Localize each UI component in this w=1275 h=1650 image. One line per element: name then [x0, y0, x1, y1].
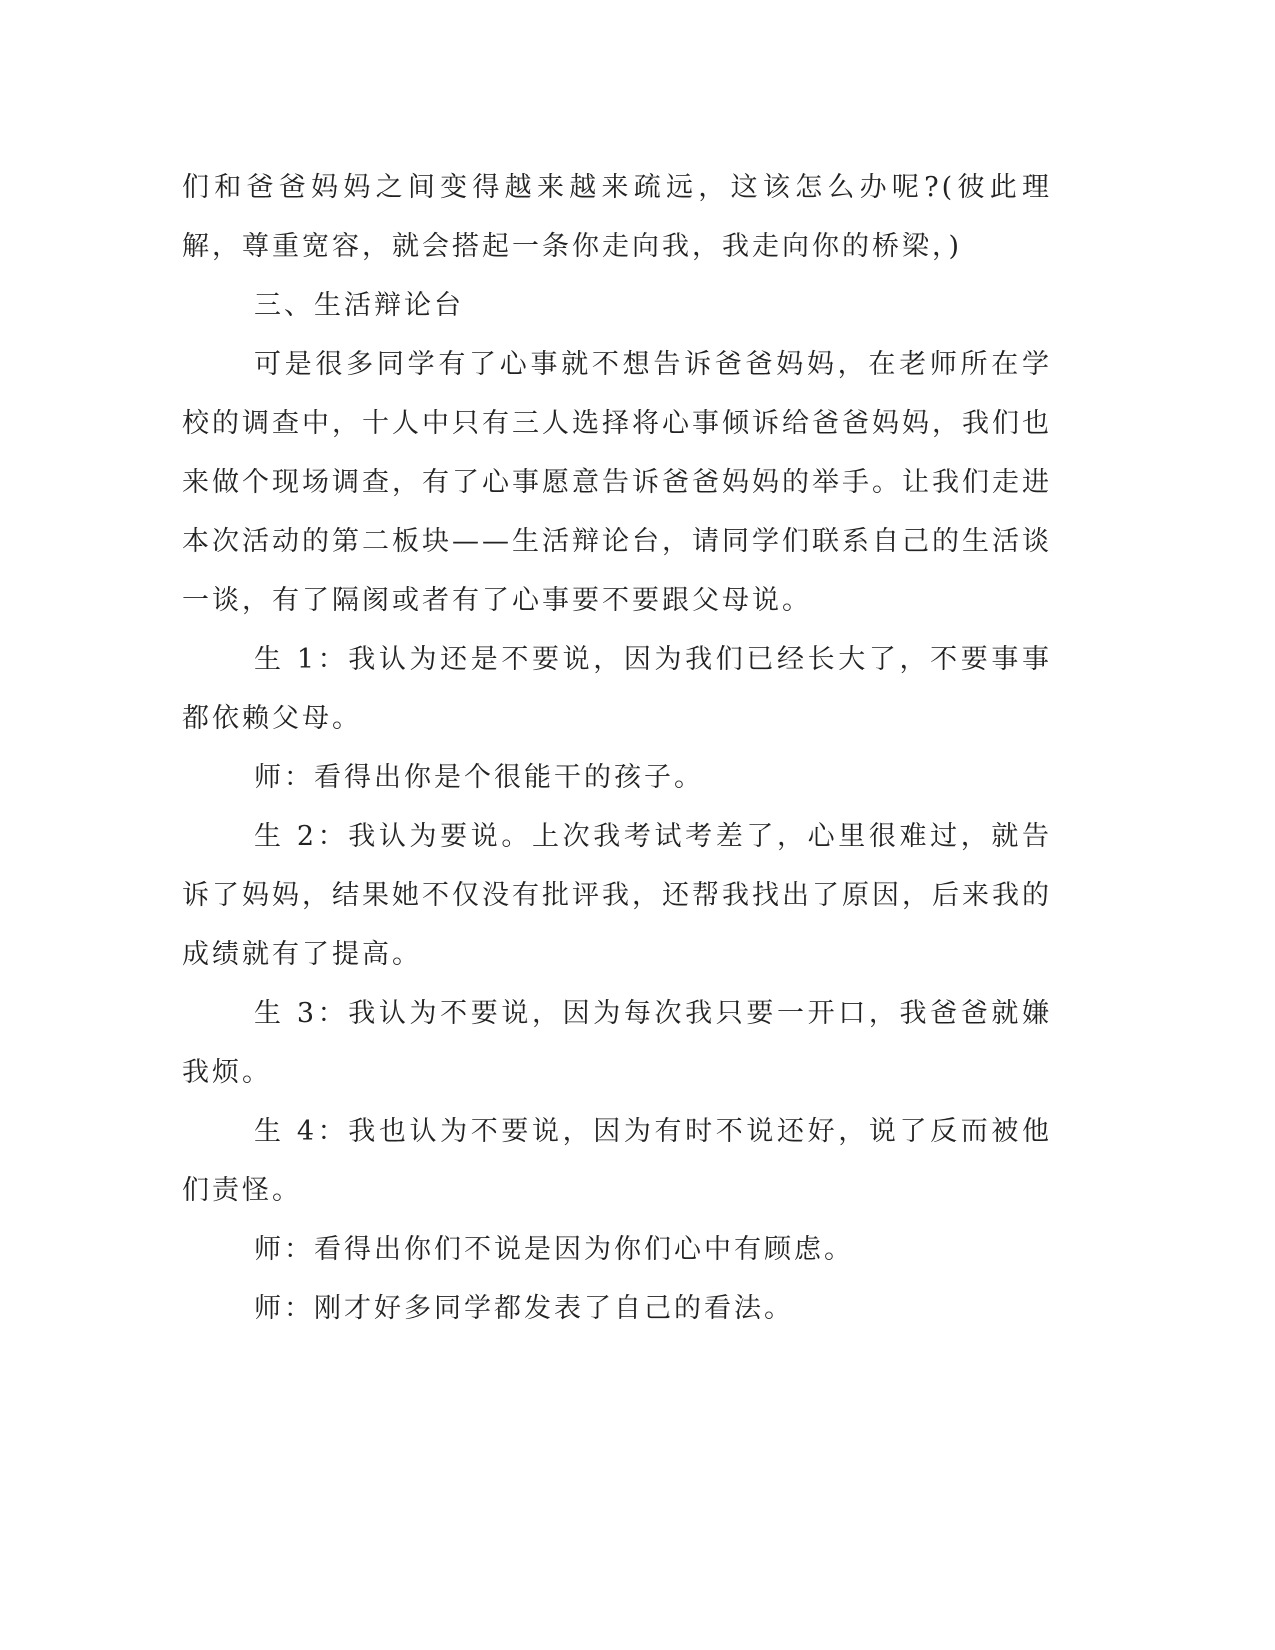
paragraph-teacher-2: 师：看得出你们不说是因为你们心中有顾虑。 — [254, 1234, 854, 1265]
paragraph-student-4: 生 4：我也认为不要说，因为有时不说还好，说了反而被他们责怪。 — [182, 1116, 1052, 1206]
paragraph-intro: 可是很多同学有了心事就不想告诉爸爸妈妈，在老师所在学校的调查中，十人中只有三人选择将心事倾诉给爸爸妈妈，我们也来做个现场调查，有了心事愿意告诉爸爸妈妈的举手。让我们走进本次活动的第二板块——生活辩论台，请同学们联系自己的生活谈一谈，有了隔阂或者有了心事要不要跟父母说。 — [182, 349, 1052, 616]
paragraph-teacher-1: 师：看得出你是个很能干的孩子。 — [254, 762, 704, 793]
document-body — [182, 158, 1052, 1338]
paragraph-student-2: 生 2：我认为要说。上次我考试考差了，心里很难过，就告诉了妈妈，结果她不仅没有批评我，还帮我找出了原因，后来我的成绩就有了提高。 — [182, 821, 1052, 970]
section-heading: 三、生活辩论台 — [254, 290, 464, 321]
paragraph-continuation: 们和爸爸妈妈之间变得越来越来疏远，这该怎么办呢?(彼此理解，尊重宽容，就会搭起一条你走向我，我走向你的桥梁，) — [182, 172, 1052, 262]
paragraph-student-1: 生 1：我认为还是不要说，因为我们已经长大了，不要事事都依赖父母。 — [182, 644, 1052, 734]
paragraph-teacher-3: 师：刚才好多同学都发表了自己的看法。 — [254, 1293, 794, 1324]
paragraph-student-3: 生 3：我认为不要说，因为每次我只要一开口，我爸爸就嫌我烦。 — [182, 998, 1052, 1088]
